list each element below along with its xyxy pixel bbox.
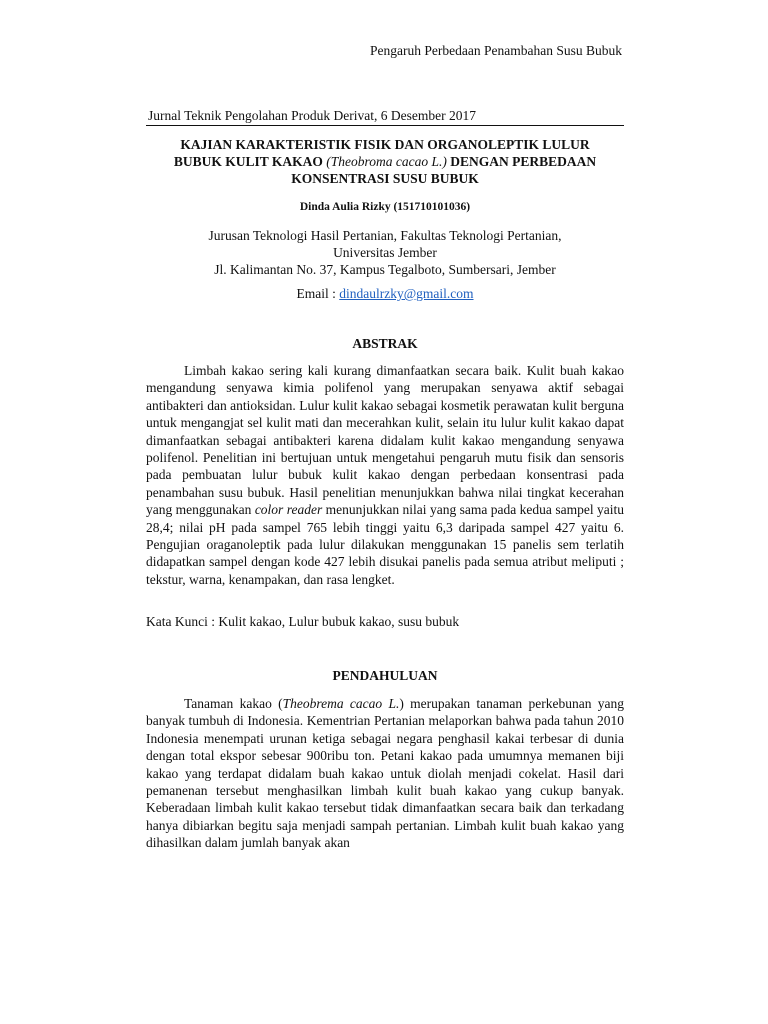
intro-scientific-name: Theobrema cacao L. [282,696,400,711]
abstract-italic-term: color reader [254,502,323,518]
email-label: Email : [296,286,336,301]
title-line-2 [146,153,624,170]
title-scientific-name: (Theobroma cacao L.) [326,154,447,169]
title-line-1: KAJIAN KARAKTERISTIK FISIK DAN ORGANOLEPTIK LULUR [180,137,590,152]
intro-text-part-2: ) merupakan tanaman perkebunan yang banyak tumbuh di Indonesia. Kementrian Pertanian melaporkan bahwa pada tahun 2010 Indonesia menempati urunan ketiga sebagai negara penghasil kakai terbesar di dunia dengan total ekspor sebesar 900ribu ton. Petani kakao pada umumnya memanen biji kakao yang terdapat didalam buah kakao untuk diolah menjadi cokelat. Hasil dari pemanenan tersebut menghasilkan limbah kulit buah kakao yang cukup banyak. Keberadaan limbah kulit kakao tersebut tidak dimanfaatkan secara baik dan terkadang hanya dibiarkan begitu saja menjadi sampah pertanian. Limbah kulit buah kakao yang dihasilkan dalam jumlah banyak akan [146,696,624,851]
header-divider [146,125,624,126]
paper-title [146,136,624,187]
abstract-text-part-1: Limbah kakao sering kali kurang dimanfaatkan secara baik. Kulit buah kakao mengandung senyawa kimia polifenol yang merupakan senyawa aktif sebagai antibakteri dan antioksidan. Lulur kulit kakao sebagai kosmetik perawatan kulit berguna untuk mengangjat sel kulit mati dan mecerahkan kulit, selain itu lulur kulit kakao dapat dimanfaatkan sebagai antibakteri karena didalam kulit kakao mengandung senyawa polifenol. Penelitian ini bertujuan untuk mengetahui pengaruh mutu fisik dan sensoris pada pembuatan lulur bubuk kulit kakao dengan perbedaan konsentrasi pada penambahan susu bubuk. Hasil penelitian menunjukkan bahwa nilai tingkat kecerahan yang menggunakan [146,363,624,518]
journal-citation: Jurnal Teknik Pengolahan Produk Derivat, 6 Desember 2017 [148,108,476,123]
affiliation-line-2: Universitas Jember [333,245,437,260]
intro-heading: PENDAHULUAN [332,668,438,683]
title-line-2-start: BUBUK KULIT KAKAO [173,154,323,169]
abstract-heading: ABSTRAK [352,336,418,351]
running-head: Pengaruh Perbedaan Penambahan Susu Bubuk [370,43,622,58]
abstract-body [146,362,624,588]
title-line-3: KONSENTRASI SUSU BUBUK [291,171,479,186]
email-link[interactable]: dindaulrzky@gmail.com [339,286,474,301]
author-name: Dinda Aulia Rizky (151710101036) [299,201,471,213]
keywords: Kata Kunci : Kulit kakao, Lulur bubuk kakao, susu bubuk [146,614,460,629]
abstract-text-part-2: menunjukkan nilai yang sama pada kedua sampel yaitu 28,4; nilai pH pada sampel 765 lebih tinggi yaitu 6,3 daripada sampel 427 yaitu 6. Pengujian oraganoleptik pada lulur dilakukan menggunakan 15 panelis sem terlatih didapatkan sampel dengan kode 427 lebih disukai panelis pada semua atribut meliputi ; tekstur, warna, kenampakan, dan rasa lengket. [146,502,624,587]
title-line-2-end: DENGAN PERBEDAAN [450,154,597,169]
affiliation [146,227,624,278]
intro-text-part-1: Tanaman kakao ( [184,696,283,711]
affiliation-line-1: Jurusan Teknologi Hasil Pertanian, Fakultas Teknologi Pertanian, [208,228,562,243]
email-line [146,286,624,302]
affiliation-line-3: Jl. Kalimantan No. 37, Kampus Tegalboto, Sumbersari, Jember [214,262,556,277]
intro-body [146,695,624,852]
